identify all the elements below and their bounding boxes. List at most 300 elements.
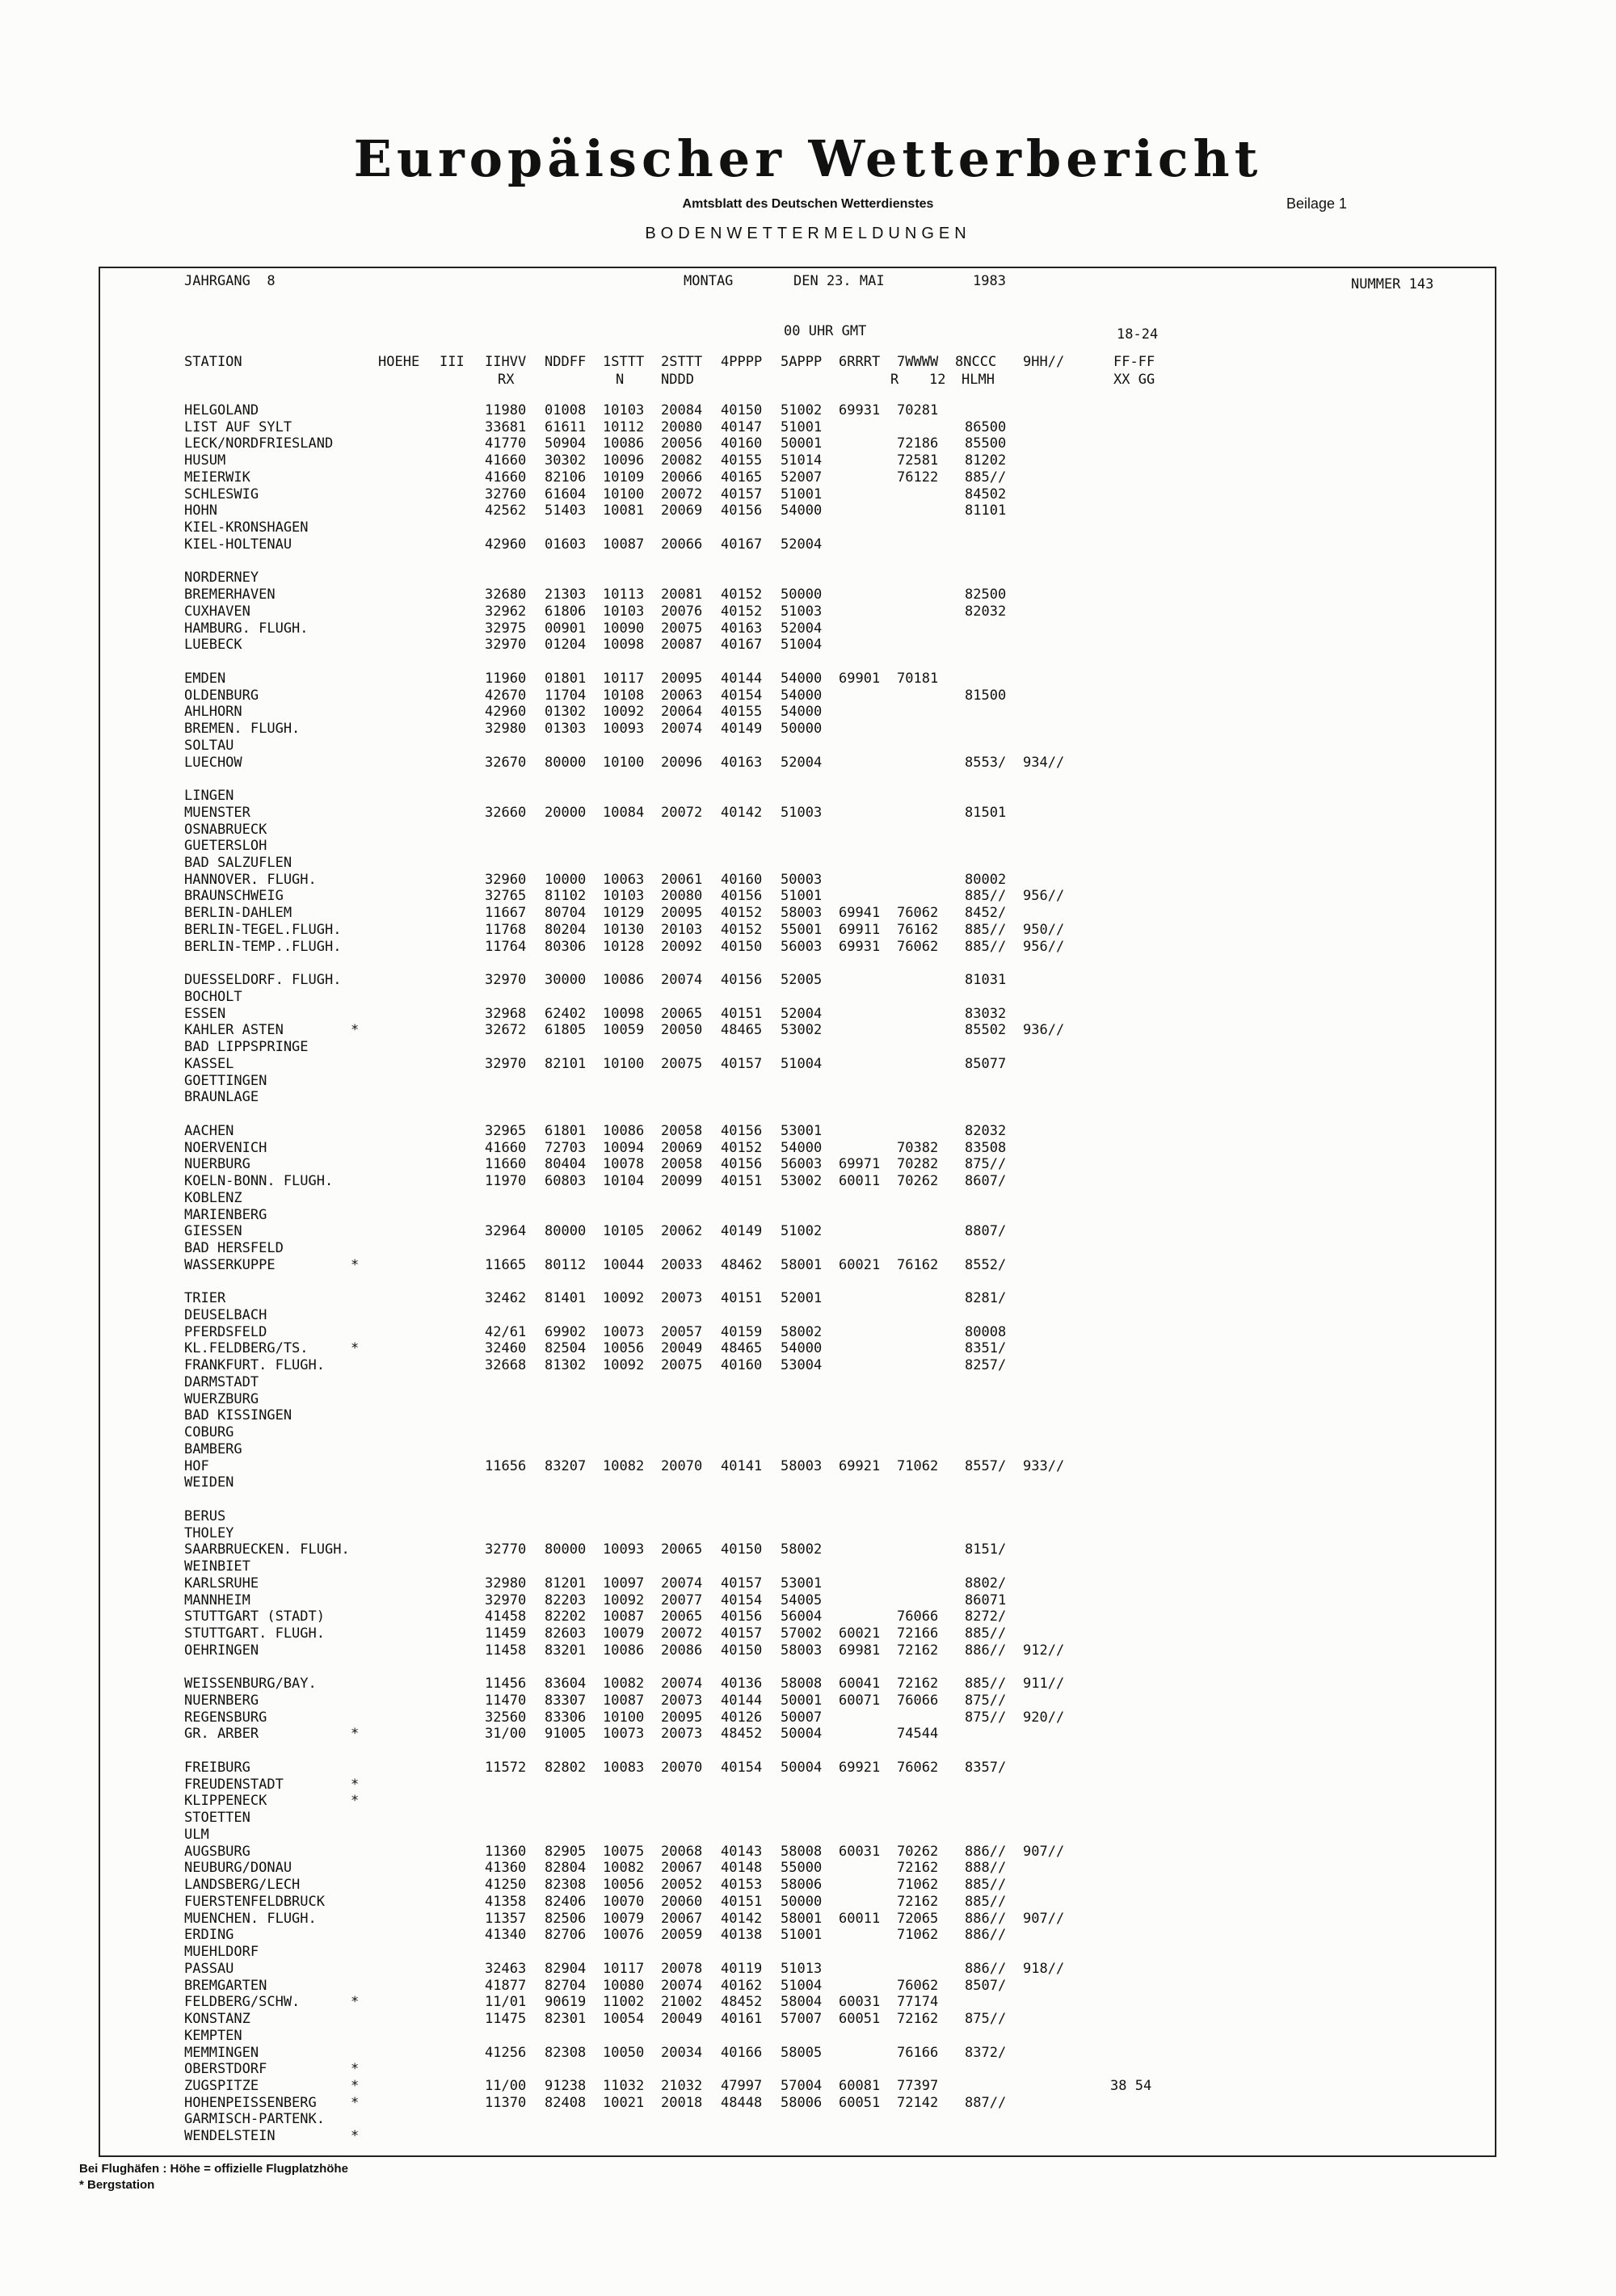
data-cell: 10109 [603, 469, 645, 486]
data-cell: 41256 [485, 2045, 527, 2061]
data-cell: 52004 [781, 755, 823, 771]
data-cell: 51004 [781, 1978, 823, 1994]
data-cell: 20049 [661, 1340, 703, 1356]
data-cell: 82603 [545, 1625, 587, 1642]
station-name: NORDERNEY [184, 570, 259, 586]
data-cell: 01302 [545, 704, 587, 720]
data-cell: 40160 [721, 435, 763, 452]
data-cell: 32770 [485, 1541, 527, 1558]
data-cell: 918// [1023, 1961, 1065, 1977]
data-cell: 50004 [781, 1726, 823, 1742]
station-name: KIEL-HOLTENAU [184, 536, 292, 553]
data-cell: 51003 [781, 805, 823, 821]
station-name: AHLHORN [184, 704, 242, 720]
station-name: BRAUNLAGE [184, 1089, 259, 1105]
column-subheader: R [890, 372, 899, 388]
data-cell: 20061 [661, 872, 703, 888]
data-cell: 40152 [721, 905, 763, 921]
data-cell: 10021 [603, 2095, 645, 2111]
jahrgang: JAHRGANG 8 [184, 273, 276, 289]
column-subheader: RX [498, 372, 515, 388]
data-cell: 40167 [721, 637, 763, 653]
station-name: REGENSBURG [184, 1709, 267, 1726]
station-name: STUTTGART (STADT) [184, 1608, 325, 1625]
data-cell: 01603 [545, 536, 587, 553]
column-header: 9HH// [1023, 354, 1065, 370]
data-cell: 10086 [603, 1123, 645, 1139]
data-cell: 47997 [721, 2078, 763, 2094]
data-cell: 77397 [897, 2078, 939, 2094]
data-cell: 85077 [965, 1056, 1007, 1072]
data-cell: 20072 [661, 1625, 703, 1642]
data-cell: 56004 [781, 1608, 823, 1625]
data-cell: 40154 [721, 688, 763, 704]
station-name: ERDING [184, 1927, 234, 1943]
data-cell: 950// [1023, 922, 1065, 938]
data-cell: 41660 [485, 1140, 527, 1156]
data-cell: 30000 [545, 972, 587, 988]
station-name: BERUS [184, 1508, 226, 1524]
station-name: OBERSTDORF [184, 2061, 267, 2077]
data-cell: 81500 [965, 688, 1007, 704]
data-cell: 71062 [897, 1458, 939, 1474]
data-cell: 10082 [603, 1860, 645, 1876]
data-cell: 40160 [721, 1357, 763, 1373]
data-cell: 907// [1023, 1844, 1065, 1860]
data-cell: 911// [1023, 1676, 1065, 1692]
data-cell: 80008 [965, 1324, 1007, 1340]
data-cell: 20064 [661, 704, 703, 720]
data-cell: 52004 [781, 536, 823, 553]
column-header: IIHVV [485, 354, 527, 370]
column-subheader: HLMH [962, 372, 995, 388]
station-name: OLDENBURG [184, 688, 259, 704]
station-name: OEHRINGEN [184, 1642, 259, 1659]
data-cell: 32760 [485, 486, 527, 503]
data-cell: 76122 [897, 469, 939, 486]
column-header: III [440, 354, 465, 370]
station-name: FRANKFURT. FLUGH. [184, 1357, 325, 1373]
data-cell: 20081 [661, 587, 703, 603]
issue-number: NUMMER 143 [1351, 276, 1434, 292]
data-cell: 60041 [839, 1676, 881, 1692]
data-cell: 40141 [721, 1458, 763, 1474]
data-cell: 20034 [661, 2045, 703, 2061]
page-title: Europäischer Wetterbericht [353, 129, 1263, 188]
data-cell: 920// [1023, 1709, 1065, 1726]
data-cell: 912// [1023, 1642, 1065, 1659]
data-cell: 10096 [603, 452, 645, 469]
data-cell: 10054 [603, 2011, 645, 2027]
station-name: NEUBURG/DONAU [184, 1860, 292, 1876]
data-cell: 875// [965, 2011, 1007, 2027]
weekday: MONTAG [684, 273, 734, 289]
data-cell: 8351/ [965, 1340, 1007, 1356]
data-cell: 62402 [545, 1006, 587, 1022]
data-cell: 20065 [661, 1006, 703, 1022]
station-name: MUEHLDORF [184, 1944, 259, 1960]
data-cell: 10086 [603, 435, 645, 452]
station-name: KOELN-BONN. FLUGH. [184, 1173, 334, 1189]
data-cell: 40152 [721, 922, 763, 938]
data-cell: 40166 [721, 2045, 763, 2061]
data-cell: 76066 [897, 1693, 939, 1709]
mountain-marker: * [351, 2095, 360, 2111]
data-cell: 76062 [897, 905, 939, 921]
data-cell: 11002 [603, 1994, 645, 2010]
data-cell: 81201 [545, 1575, 587, 1592]
station-name: GIESSEN [184, 1223, 242, 1239]
data-cell: 40147 [721, 419, 763, 435]
data-cell: 885// [965, 1877, 1007, 1893]
data-cell: 10059 [603, 1022, 645, 1038]
data-cell: 20074 [661, 1676, 703, 1692]
data-cell: 61806 [545, 603, 587, 620]
data-cell: 83604 [545, 1676, 587, 1692]
column-header: NDDFF [545, 354, 587, 370]
data-cell: 48465 [721, 1022, 763, 1038]
data-cell: 70282 [897, 1156, 939, 1172]
data-cell: 40151 [721, 1290, 763, 1306]
data-cell: 91005 [545, 1726, 587, 1742]
data-cell: 69941 [839, 905, 881, 921]
data-cell: 8507/ [965, 1978, 1007, 1994]
station-name: GARMISCH-PARTENK. [184, 2111, 325, 2127]
station-name: NOERVENICH [184, 1140, 267, 1156]
column-subheader: N [616, 372, 625, 388]
data-cell: 71062 [897, 1927, 939, 1943]
data-cell: 20049 [661, 2011, 703, 2027]
station-name: BAD KISSINGEN [184, 1407, 292, 1423]
data-cell: 82101 [545, 1056, 587, 1072]
data-cell: 01204 [545, 637, 587, 653]
data-cell: 11458 [485, 1642, 527, 1659]
data-cell: 40157 [721, 1056, 763, 1072]
data-cell: 41458 [485, 1608, 527, 1625]
data-cell: 76062 [897, 1978, 939, 1994]
data-cell: 82301 [545, 2011, 587, 2027]
data-cell: 60081 [839, 2078, 881, 2094]
data-cell: 10103 [603, 402, 645, 418]
data-cell: 54000 [781, 1140, 823, 1156]
data-cell: 11459 [485, 1625, 527, 1642]
data-cell: 70281 [897, 402, 939, 418]
data-cell: 20057 [661, 1324, 703, 1340]
data-cell: 80000 [545, 1541, 587, 1558]
data-cell: 82506 [545, 1911, 587, 1927]
data-cell: 57004 [781, 2078, 823, 2094]
data-cell: 51002 [781, 402, 823, 418]
data-cell: 32462 [485, 1290, 527, 1306]
data-cell: 60071 [839, 1693, 881, 1709]
data-cell: 20068 [661, 1844, 703, 1860]
data-cell: 20076 [661, 603, 703, 620]
data-cell: 58006 [781, 1877, 823, 1893]
data-cell: 42670 [485, 688, 527, 704]
data-cell: 20073 [661, 1726, 703, 1742]
data-cell: 76166 [897, 2045, 939, 2061]
column-header: 5APPP [781, 354, 823, 370]
data-cell: 82406 [545, 1894, 587, 1910]
data-cell: 56003 [781, 1156, 823, 1172]
column-header: 1STTT [603, 354, 645, 370]
station-name: MEMMINGEN [184, 2045, 259, 2061]
data-cell: 53004 [781, 1357, 823, 1373]
data-cell: 40136 [721, 1676, 763, 1692]
data-cell: 875// [965, 1709, 1007, 1726]
data-cell: 82032 [965, 1123, 1007, 1139]
data-cell: 20086 [661, 1642, 703, 1659]
data-cell: 58003 [781, 1458, 823, 1474]
data-cell: 10070 [603, 1894, 645, 1910]
data-cell: 885// [965, 1894, 1007, 1910]
data-cell: 58003 [781, 1642, 823, 1659]
data-cell: 20056 [661, 435, 703, 452]
column-header: 6RRRT [839, 354, 881, 370]
mountain-marker: * [351, 1726, 360, 1742]
data-cell: 40150 [721, 1541, 763, 1558]
data-cell: 10098 [603, 637, 645, 653]
data-cell: 10104 [603, 1173, 645, 1189]
data-cell: 72166 [897, 1625, 939, 1642]
data-cell: 60021 [839, 1625, 881, 1642]
station-name: BAD SALZUFLEN [184, 855, 292, 871]
station-name: WEIDEN [184, 1474, 234, 1491]
station-name: HAMBURG. FLUGH. [184, 620, 309, 637]
data-cell: 20070 [661, 1760, 703, 1776]
data-cell: 80112 [545, 1257, 587, 1273]
data-cell: 41660 [485, 452, 527, 469]
data-cell: 40150 [721, 939, 763, 955]
data-cell: 72162 [897, 1860, 939, 1876]
data-cell: 10117 [603, 671, 645, 687]
data-cell: 80000 [545, 755, 587, 771]
data-cell: 20072 [661, 486, 703, 503]
data-cell: 32960 [485, 872, 527, 888]
data-cell: 10093 [603, 721, 645, 737]
data-cell: 11032 [603, 2078, 645, 2094]
data-cell: 40155 [721, 452, 763, 469]
mountain-marker: * [351, 2061, 360, 2077]
data-cell: 40152 [721, 1140, 763, 1156]
data-cell: 42960 [485, 536, 527, 553]
data-cell: 82202 [545, 1608, 587, 1625]
station-name: WEINBIET [184, 1558, 250, 1575]
data-cell: 20062 [661, 1223, 703, 1239]
data-cell: 32672 [485, 1022, 527, 1038]
data-cell: 81302 [545, 1357, 587, 1373]
data-cell: 40151 [721, 1006, 763, 1022]
data-cell: 80000 [545, 1223, 587, 1239]
data-cell: 20050 [661, 1022, 703, 1038]
data-cell: 40144 [721, 1693, 763, 1709]
data-cell: 8257/ [965, 1357, 1007, 1373]
data-cell: 60051 [839, 2011, 881, 2027]
data-cell: 60803 [545, 1173, 587, 1189]
data-cell: 20084 [661, 402, 703, 418]
data-cell: 40162 [721, 1978, 763, 1994]
column-subheader: 12 [929, 372, 946, 388]
data-cell: 10086 [603, 1642, 645, 1659]
data-cell: 83306 [545, 1709, 587, 1726]
data-cell: 21002 [661, 1994, 703, 2010]
station-name: MARIENBERG [184, 1207, 267, 1223]
station-name: MEIERWIK [184, 469, 250, 486]
station-name: GUETERSLOH [184, 838, 267, 854]
data-cell: 82203 [545, 1592, 587, 1608]
data-cell: 20065 [661, 1608, 703, 1625]
station-name: FUERSTENFELDBRUCK [184, 1894, 325, 1910]
data-cell: 32460 [485, 1340, 527, 1356]
data-cell: 40153 [721, 1877, 763, 1893]
data-cell: 40149 [721, 1223, 763, 1239]
data-cell: 20095 [661, 905, 703, 921]
station-name: LINGEN [184, 788, 234, 804]
data-cell: 81501 [965, 805, 1007, 821]
station-name: FREIBURG [184, 1760, 250, 1776]
data-cell: 11704 [545, 688, 587, 704]
data-cell: 886// [965, 1961, 1007, 1977]
data-cell: 40148 [721, 1860, 763, 1876]
data-cell: 32660 [485, 805, 527, 821]
data-cell: 54000 [781, 704, 823, 720]
data-cell: 40150 [721, 402, 763, 418]
data-cell: 10000 [545, 872, 587, 888]
station-name: BERLIN-TEGEL.FLUGH. [184, 922, 342, 938]
data-cell: 888// [965, 1860, 1007, 1876]
data-cell: 72162 [897, 2011, 939, 2027]
data-cell: 82802 [545, 1760, 587, 1776]
data-cell: 11456 [485, 1676, 527, 1692]
data-cell: 20059 [661, 1927, 703, 1943]
station-name: MUENCHEN. FLUGH. [184, 1911, 317, 1927]
station-name: HOHN [184, 503, 217, 519]
station-name: BREMERHAVEN [184, 587, 276, 603]
data-cell: 10105 [603, 1223, 645, 1239]
station-name: KLIPPENECK [184, 1793, 267, 1809]
station-name: KIEL-KRONSHAGEN [184, 519, 309, 536]
data-cell: 885// [965, 888, 1007, 904]
data-cell: 40149 [721, 721, 763, 737]
data-cell: 10083 [603, 1760, 645, 1776]
data-cell: 40163 [721, 620, 763, 637]
station-name: EMDEN [184, 671, 226, 687]
data-cell: 8372/ [965, 2045, 1007, 2061]
data-cell: 8357/ [965, 1760, 1007, 1776]
station-name: WENDELSTEIN [184, 2128, 276, 2144]
data-cell: 10081 [603, 503, 645, 519]
data-cell: 10080 [603, 1978, 645, 1994]
data-cell: 83207 [545, 1458, 587, 1474]
data-cell: 51003 [781, 603, 823, 620]
data-cell: 8802/ [965, 1575, 1007, 1592]
mountain-marker: * [351, 1022, 360, 1038]
data-cell: 40154 [721, 1760, 763, 1776]
data-cell: 11370 [485, 2095, 527, 2111]
data-cell: 83201 [545, 1642, 587, 1659]
data-cell: 10073 [603, 1726, 645, 1742]
data-cell: 885// [965, 922, 1007, 938]
data-cell: 32964 [485, 1223, 527, 1239]
data-cell: 885// [965, 469, 1007, 486]
data-cell: 11667 [485, 905, 527, 921]
data-cell: 56003 [781, 939, 823, 955]
data-cell: 53001 [781, 1575, 823, 1592]
data-cell: 70382 [897, 1140, 939, 1156]
data-cell: 51004 [781, 1056, 823, 1072]
data-cell: 40165 [721, 469, 763, 486]
data-cell: 72581 [897, 452, 939, 469]
data-cell: 20069 [661, 503, 703, 519]
data-cell: 40156 [721, 888, 763, 904]
data-cell: 20060 [661, 1894, 703, 1910]
data-cell: 40167 [721, 536, 763, 553]
data-cell: 81031 [965, 972, 1007, 988]
data-cell: 52004 [781, 1006, 823, 1022]
station-name: LANDSBERG/LECH [184, 1877, 301, 1893]
data-cell: 50000 [781, 1894, 823, 1910]
station-name: ZUGSPITZE [184, 2078, 259, 2094]
data-cell: 10044 [603, 1257, 645, 1273]
data-cell: 69981 [839, 1642, 881, 1659]
page-subtitle: Amtsblatt des Deutschen Wetterdienstes [682, 197, 934, 211]
data-cell: 20078 [661, 1961, 703, 1977]
data-cell: 20067 [661, 1860, 703, 1876]
data-cell: 11768 [485, 922, 527, 938]
station-name: KOBLENZ [184, 1190, 242, 1206]
data-cell: 32965 [485, 1123, 527, 1139]
data-cell: 10082 [603, 1458, 645, 1474]
data-cell: 51002 [781, 1223, 823, 1239]
data-cell: 82904 [545, 1961, 587, 1977]
column-subheader: XX GG [1113, 372, 1155, 388]
station-name: PASSAU [184, 1961, 234, 1977]
data-cell: 10130 [603, 922, 645, 938]
data-cell: 11660 [485, 1156, 527, 1172]
data-cell: 40163 [721, 755, 763, 771]
data-cell: 10056 [603, 1340, 645, 1356]
data-cell: 20092 [661, 939, 703, 955]
observation-time: 00 UHR GMT [784, 323, 867, 339]
station-name: BERLIN-TEMP..FLUGH. [184, 939, 342, 955]
data-cell: 84502 [965, 486, 1007, 503]
station-name: STOETTEN [184, 1810, 250, 1826]
data-cell: 50904 [545, 435, 587, 452]
data-cell: 20058 [661, 1123, 703, 1139]
data-cell: 50000 [781, 721, 823, 737]
data-cell: 20075 [661, 1357, 703, 1373]
data-cell: 01008 [545, 402, 587, 418]
data-cell: 58002 [781, 1541, 823, 1558]
data-cell: 69931 [839, 402, 881, 418]
data-cell: 11360 [485, 1844, 527, 1860]
data-cell: 20063 [661, 688, 703, 704]
data-cell: 77174 [897, 1994, 939, 2010]
data-cell: 8607/ [965, 1173, 1007, 1189]
data-cell: 80204 [545, 922, 587, 938]
data-cell: 70262 [897, 1173, 939, 1189]
report-frame [99, 267, 1496, 2157]
data-cell: 40142 [721, 805, 763, 821]
data-cell: 10078 [603, 1156, 645, 1172]
data-cell: 41340 [485, 1927, 527, 1943]
data-cell: 907// [1023, 1911, 1065, 1927]
data-cell: 50001 [781, 435, 823, 452]
station-name: BREMEN. FLUGH. [184, 721, 301, 737]
data-cell: 91238 [545, 2078, 587, 2094]
station-name: PFERDSFELD [184, 1324, 267, 1340]
data-cell: 20052 [661, 1877, 703, 1893]
